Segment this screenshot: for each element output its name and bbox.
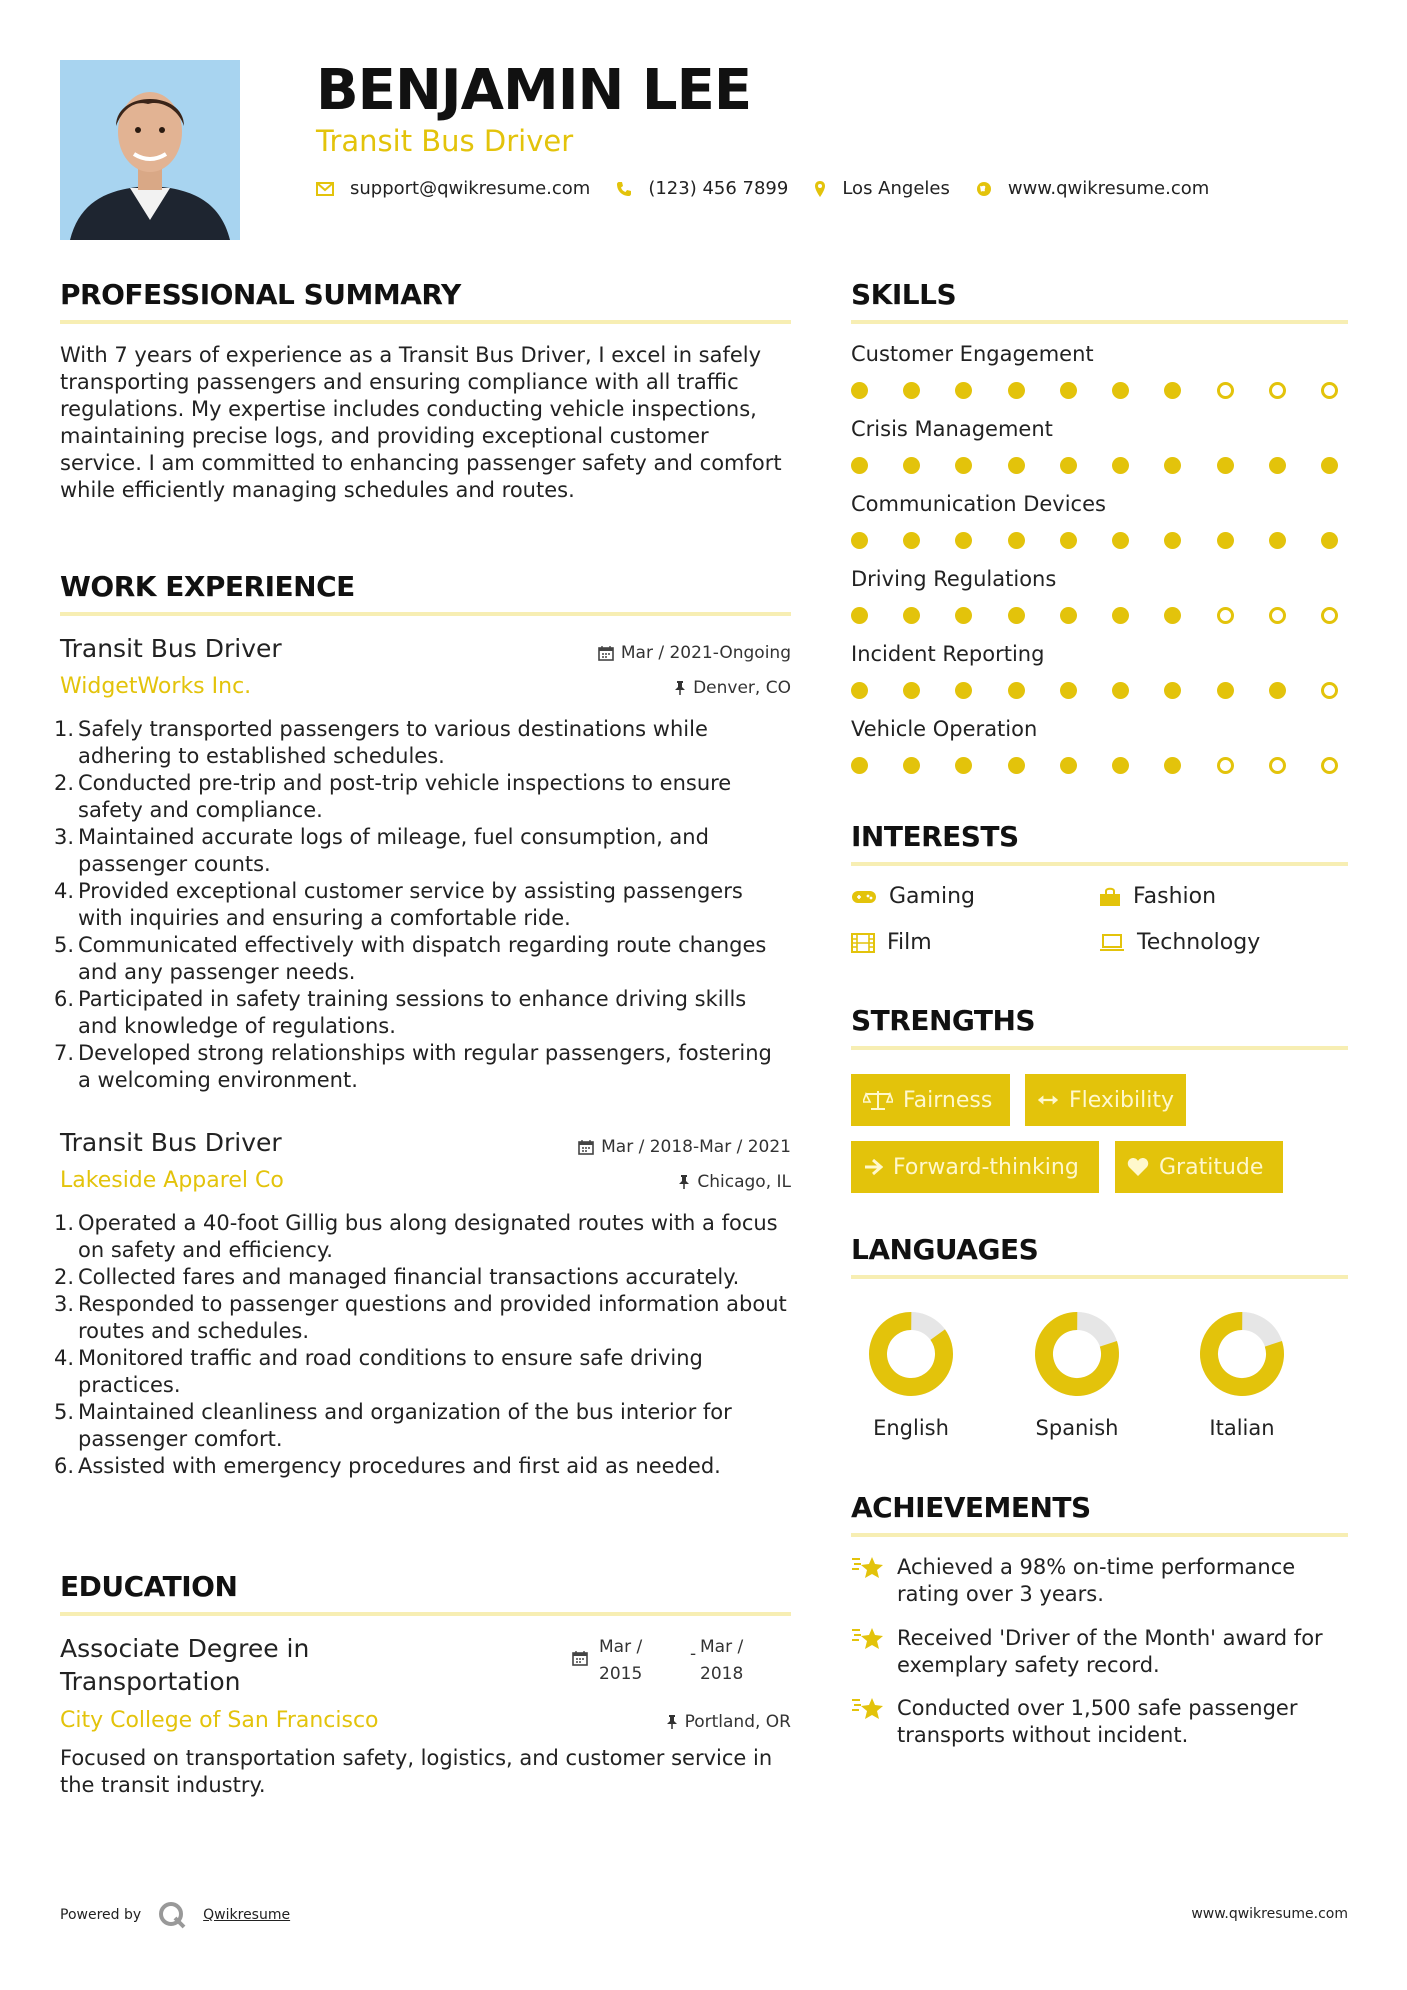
- arrows-horizontal-icon: [1037, 1093, 1059, 1107]
- rating-dot-filled: [1060, 757, 1077, 774]
- rating-dot-filled: [955, 457, 972, 474]
- achievement-item: [851, 1554, 1348, 1608]
- achievements-heading: ACHIEVEMENTS: [851, 1491, 1091, 1524]
- bullet-item: Safely transported passengers to various destinations while adhering to established schedules.: [78, 717, 708, 768]
- rating-dot-filled: [1060, 682, 1077, 699]
- rating-dot-filled: [1217, 457, 1234, 474]
- language-name: Italian: [1209, 1416, 1275, 1440]
- education-end: [700, 1634, 743, 1688]
- rating-dot-filled: [903, 457, 920, 474]
- interest-film: [851, 930, 932, 955]
- interests-rule: [851, 862, 1348, 866]
- skill-name: Customer Engagement: [851, 342, 1094, 366]
- education-location-text: Portland, OR: [684, 1712, 791, 1732]
- achievements-rule: [851, 1533, 1348, 1537]
- rating-dot-filled: [1060, 457, 1077, 474]
- rating-dot-filled: [851, 532, 868, 549]
- bullet-item: Participated in safety training sessions to enhance driving skills and knowledge of regulations.: [78, 987, 747, 1038]
- rating-dot-empty: [1269, 607, 1286, 624]
- rating-dot-filled: [1008, 757, 1025, 774]
- rating-dot-filled: [1008, 682, 1025, 699]
- rating-dot-filled: [1164, 757, 1181, 774]
- rating-dot-empty: [1321, 382, 1338, 399]
- bullet-item: Developed strong relationships with regular passengers, fostering a welcoming environment.: [78, 1041, 772, 1092]
- job-2-bullets: [60, 1210, 791, 1480]
- rating-dot-empty: [1269, 757, 1286, 774]
- rating-dot-empty: [1321, 607, 1338, 624]
- rating-dot-filled: [851, 757, 868, 774]
- job-1-title: Transit Bus Driver: [60, 634, 282, 663]
- strength-fairness: [851, 1074, 1010, 1126]
- rating-dot-filled: [955, 757, 972, 774]
- job-2-title: Transit Bus Driver: [60, 1128, 282, 1157]
- skill-rating: [851, 682, 1338, 699]
- footer-site[interactable]: www.qwikresume.com: [1191, 1906, 1348, 1922]
- education-start-month: Mar /: [599, 1637, 643, 1657]
- rating-dot-filled: [851, 682, 868, 699]
- education-heading: EDUCATION: [60, 1570, 238, 1603]
- skill-name: Driving Regulations: [851, 567, 1057, 591]
- contact-location: [814, 178, 950, 199]
- rating-dot-filled: [1164, 382, 1181, 399]
- summary-heading: PROFESSIONAL SUMMARY: [60, 278, 461, 311]
- job-2-dates-text: Mar / 2018-Mar / 2021: [601, 1137, 791, 1157]
- bullet-item: Maintained cleanliness and organization of the bus interior for passenger comfort.: [78, 1400, 732, 1451]
- rating-dot-filled: [1164, 532, 1181, 549]
- strength-label: Flexibility: [1069, 1087, 1174, 1113]
- heart-icon: [1127, 1157, 1149, 1177]
- profile-photo: [60, 60, 240, 240]
- pushpin-icon: [674, 680, 686, 696]
- education-date-dash: -: [690, 1644, 697, 1664]
- education-end-year: 2018: [700, 1664, 744, 1684]
- location-text: Los Angeles: [842, 178, 950, 199]
- rating-dot-filled: [1060, 532, 1077, 549]
- language-name: Spanish: [1035, 1416, 1119, 1440]
- rating-dot-filled: [1269, 682, 1286, 699]
- shooting-star-icon: [851, 1554, 885, 1580]
- skill-rating: [851, 757, 1338, 774]
- rating-dot-filled: [955, 682, 972, 699]
- skill-name: Vehicle Operation: [851, 717, 1038, 741]
- bullet-item: Maintained accurate logs of mileage, fuel consumption, and passenger counts.: [78, 825, 709, 876]
- bullet-item: Conducted pre-trip and post-trip vehicle inspections to ensure safety and compliance.: [78, 771, 732, 822]
- rating-dot-filled: [1321, 457, 1338, 474]
- experience-rule: [60, 612, 791, 616]
- envelope-icon: [316, 182, 334, 196]
- strength-label: Forward-thinking: [893, 1154, 1079, 1180]
- rating-dot-filled: [903, 607, 920, 624]
- calendar-icon: [578, 1139, 594, 1155]
- rating-dot-filled: [1112, 382, 1129, 399]
- interest-fashion: [1099, 884, 1216, 909]
- rating-dot-filled: [1164, 457, 1181, 474]
- balance-scale-icon: [863, 1089, 893, 1111]
- interest-label: Film: [887, 930, 932, 955]
- rating-dot-filled: [955, 607, 972, 624]
- candidate-title: Transit Bus Driver: [316, 124, 574, 158]
- rating-dot-filled: [1008, 457, 1025, 474]
- education-calendar: [572, 1650, 592, 1670]
- contact-email[interactable]: [316, 178, 590, 199]
- skill-name: Communication Devices: [851, 492, 1106, 516]
- rating-dot-empty: [1217, 757, 1234, 774]
- strengths-heading: STRENGTHS: [851, 1004, 1036, 1037]
- rating-dot-empty: [1217, 607, 1234, 624]
- job-1-location: [531, 678, 791, 698]
- job-1-location-text: Denver, CO: [693, 678, 791, 698]
- languages-heading: LANGUAGES: [851, 1233, 1039, 1266]
- phone-text: (123) 456 7899: [648, 178, 789, 199]
- achievement-text: Received 'Driver of the Month' award for exemplary safety record.: [897, 1626, 1323, 1677]
- film-icon: [851, 933, 875, 953]
- strength-label: Gratitude: [1159, 1154, 1264, 1180]
- education-start: [599, 1634, 642, 1688]
- email-text: support@qwikresume.com: [350, 178, 591, 199]
- summary-rule: [60, 320, 791, 324]
- gamepad-icon: [851, 889, 877, 905]
- skill-rating: [851, 607, 1338, 624]
- education-location: [531, 1712, 791, 1732]
- job-2-location: [531, 1172, 791, 1192]
- rating-dot-filled: [1112, 682, 1129, 699]
- bullet-item: Monitored traffic and road conditions to ensure safe driving practices.: [78, 1346, 703, 1397]
- language-ring: [1192, 1304, 1292, 1404]
- contact-website[interactable]: [976, 178, 1209, 199]
- rating-dot-filled: [1112, 757, 1129, 774]
- rating-dot-filled: [903, 757, 920, 774]
- rating-dot-filled: [1008, 607, 1025, 624]
- brand-link[interactable]: Qwikresume: [203, 1907, 291, 1923]
- job-1-dates-text: Mar / 2021-Ongoing: [620, 643, 791, 663]
- globe-icon: [976, 181, 992, 197]
- shopping-bag-icon: [1099, 887, 1121, 907]
- strengths-rule: [851, 1046, 1348, 1050]
- languages-rule: [851, 1275, 1348, 1279]
- map-pin-icon: [814, 180, 826, 198]
- ring-proficiency-arc: [865, 1308, 957, 1400]
- bullet-item: Responded to passenger questions and provided information about routes and schedules.: [78, 1292, 787, 1343]
- rating-dot-empty: [1269, 382, 1286, 399]
- experience-heading: WORK EXPERIENCE: [60, 570, 355, 603]
- contact-bar: [316, 178, 1235, 199]
- rating-dot-filled: [903, 682, 920, 699]
- summary-text: With 7 years of experience as a Transit Bus Driver, I excel in safely transporting passengers and ensuring compliance with all traffic regulations. My expertise includes conducting vehicle inspections, maintaining precise logs, and providing exceptional customer service. I am committed to enhancing passenger safety and comfort while efficiently managing schedules and routes.: [60, 343, 782, 502]
- education-school: City College of San Francisco: [60, 1708, 379, 1733]
- rating-dot-filled: [1008, 532, 1025, 549]
- skills-rule: [851, 320, 1348, 324]
- skill-rating: [851, 457, 1338, 474]
- rating-dot-filled: [1269, 532, 1286, 549]
- achievement-item: [851, 1695, 1348, 1749]
- rating-dot-empty: [1321, 757, 1338, 774]
- skill-name: Crisis Management: [851, 417, 1053, 441]
- job-1-company: WidgetWorks Inc.: [60, 674, 252, 699]
- interest-label: Technology: [1137, 930, 1261, 955]
- calendar-icon: [572, 1650, 588, 1666]
- job-2-location-text: Chicago, IL: [697, 1172, 791, 1192]
- rating-dot-filled: [1217, 532, 1234, 549]
- achievement-text: Conducted over 1,500 safe passenger transports without incident.: [897, 1696, 1298, 1747]
- rating-dot-empty: [1217, 382, 1234, 399]
- qwikresume-logo-icon: [157, 1900, 187, 1930]
- rating-dot-empty: [1321, 682, 1338, 699]
- skill-rating: [851, 382, 1338, 399]
- education-description: Focused on transportation safety, logistics, and customer service in the transit industry.: [60, 1746, 773, 1797]
- calendar-icon: [598, 645, 614, 661]
- arrow-right-icon: [863, 1158, 883, 1176]
- strength-forward-thinking: [851, 1141, 1099, 1193]
- laptop-icon: [1099, 934, 1125, 952]
- rating-dot-filled: [1164, 682, 1181, 699]
- shooting-star-icon: [851, 1625, 885, 1651]
- language-ring: [1027, 1304, 1127, 1404]
- contact-phone[interactable]: [616, 178, 788, 199]
- powered-by-text: Powered by: [60, 1907, 142, 1923]
- job-1-bullets: [60, 716, 791, 1094]
- rating-dot-filled: [903, 532, 920, 549]
- website-text: www.qwikresume.com: [1007, 178, 1210, 199]
- job-1-dates: [531, 643, 791, 663]
- rating-dot-filled: [1060, 607, 1077, 624]
- rating-dot-filled: [1164, 607, 1181, 624]
- footer-powered: [60, 1900, 290, 1930]
- education-degree: Associate Degree in Transportation: [60, 1634, 310, 1696]
- rating-dot-filled: [1321, 532, 1338, 549]
- education-end-month: Mar /: [700, 1637, 744, 1657]
- education-rule: [60, 1612, 791, 1616]
- bullet-item: Collected fares and managed financial transactions accurately.: [78, 1265, 740, 1289]
- phone-icon: [616, 181, 632, 197]
- shooting-star-icon: [851, 1695, 885, 1721]
- bullet-item: Operated a 40-foot Gillig bus along designated routes with a focus on safety and efficiency.: [78, 1211, 778, 1262]
- rating-dot-filled: [903, 382, 920, 399]
- rating-dot-filled: [1269, 457, 1286, 474]
- rating-dot-filled: [955, 532, 972, 549]
- interest-label: Fashion: [1133, 884, 1217, 909]
- job-2-company: Lakeside Apparel Co: [60, 1168, 284, 1193]
- achievement-item: [851, 1625, 1348, 1679]
- rating-dot-filled: [1112, 607, 1129, 624]
- bullet-item: Provided exceptional customer service by assisting passengers with inquiries and ensuring a comfortable ride.: [78, 879, 743, 930]
- bullet-item: Communicated effectively with dispatch regarding route changes and any passenger needs.: [78, 933, 767, 984]
- interests-heading: INTERESTS: [851, 820, 1019, 853]
- interest-technology: [1099, 930, 1260, 955]
- strength-label: Fairness: [903, 1087, 993, 1113]
- rating-dot-filled: [851, 382, 868, 399]
- pushpin-icon: [678, 1174, 690, 1190]
- rating-dot-filled: [1008, 382, 1025, 399]
- rating-dot-filled: [1060, 382, 1077, 399]
- rating-dot-filled: [1217, 682, 1234, 699]
- pushpin-icon: [666, 1714, 678, 1730]
- bullet-item: Assisted with emergency procedures and first aid as needed.: [78, 1454, 721, 1478]
- interest-gaming: [851, 884, 975, 909]
- skill-name: Incident Reporting: [851, 642, 1045, 666]
- candidate-name: BENJAMIN LEE: [316, 58, 752, 123]
- skill-rating: [851, 532, 1338, 549]
- interest-label: Gaming: [889, 884, 975, 909]
- rating-dot-filled: [955, 382, 972, 399]
- language-name: English: [873, 1416, 949, 1440]
- rating-dot-filled: [1112, 457, 1129, 474]
- rating-dot-filled: [1112, 532, 1129, 549]
- strength-gratitude: [1115, 1141, 1283, 1193]
- strength-flexibility: [1025, 1074, 1186, 1126]
- education-start-year: 2015: [599, 1664, 643, 1684]
- language-ring: [861, 1304, 961, 1404]
- skills-heading: SKILLS: [851, 278, 957, 311]
- rating-dot-filled: [851, 607, 868, 624]
- achievement-text: Achieved a 98% on-time performance rating over 3 years.: [897, 1555, 1296, 1606]
- rating-dot-filled: [851, 457, 868, 474]
- job-2-dates: [531, 1137, 791, 1157]
